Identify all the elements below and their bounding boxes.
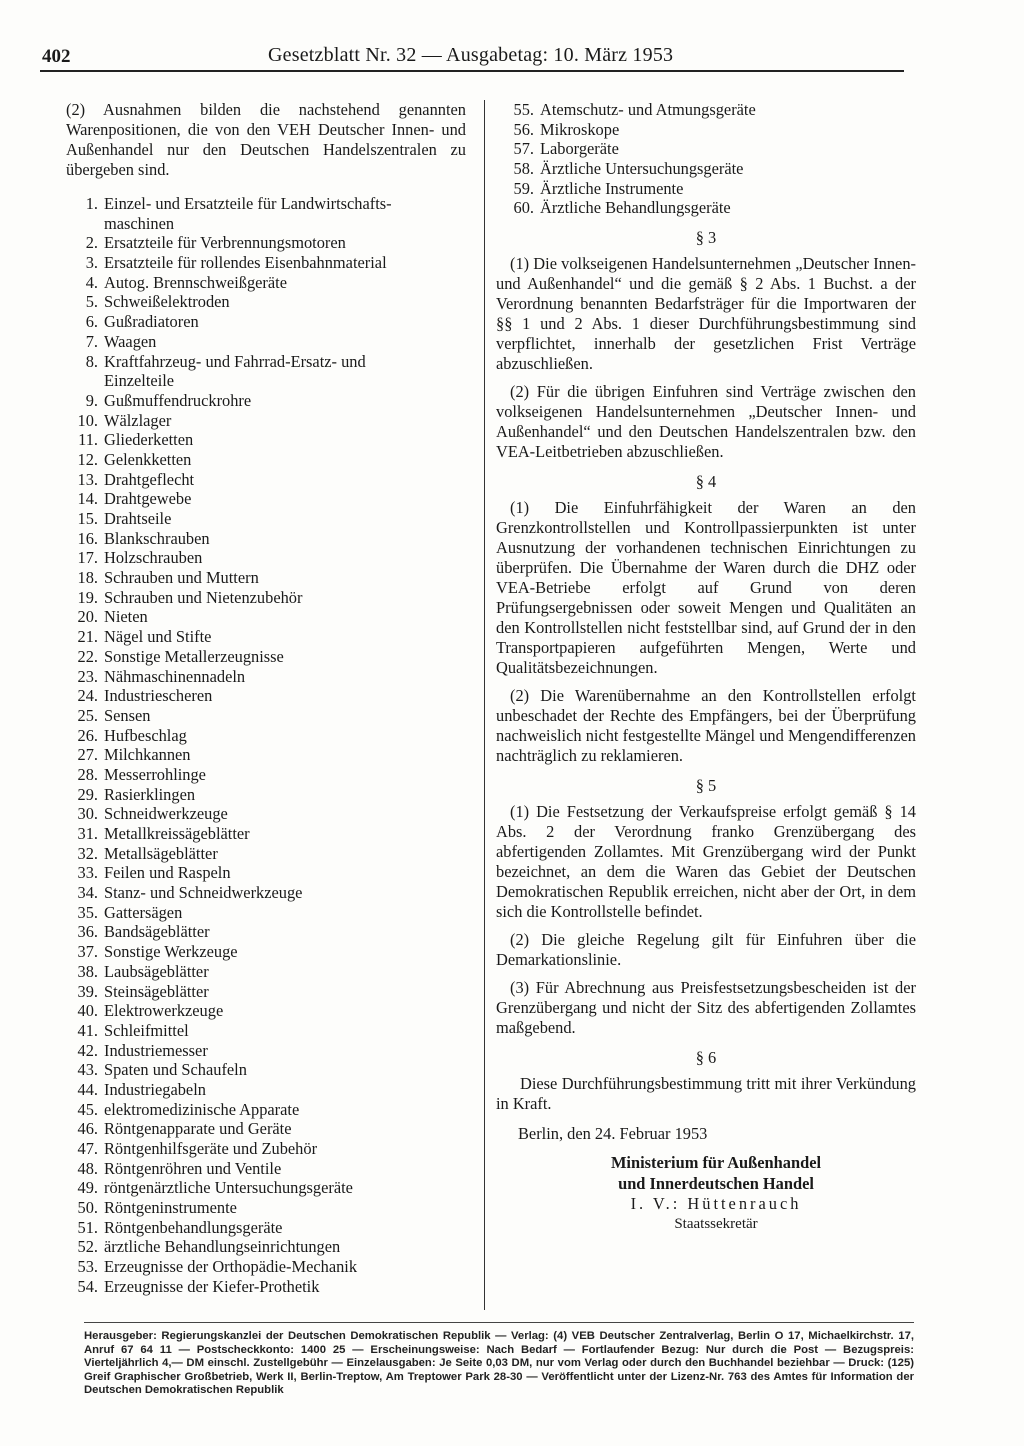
section-4-paragraph-2: (2) Die Warenübernahme an den Kontrollstellen erfolgt unbeschadet der Rechte des Empfängers, bei der Überprüfung nachweislich nicht festgestellte Mängel und Mengendifferenzen nachträglich zu reklamieren. — [496, 686, 916, 766]
ministry-line-2: und Innerdeutschen Handel — [618, 1174, 814, 1194]
list-item-text: Gußradiatoren — [104, 312, 199, 332]
list-item-text: Autog. Brennschweißgeräte — [104, 272, 287, 292]
section-3-paragraph-1: (1) Die volkseigenen Handelsunternehmen „Deutscher Innen- und Außenhandel“ und die gemäß § 2 Abs. 1 Buchst. a der Verordnung benannten Bedarfsträger für die Importwaren der §§ 1 und 2 Abs. 1 dieser Durchführungsbestimmung sind verpflichtet, innerhalb der gesetzlichen Frist Verträge abzuschließen. — [496, 254, 916, 374]
list-item-text: Industriegabeln — [104, 1079, 206, 1099]
list-item-text: Ersatzteile für rollendes Eisenbahnmaterial — [104, 253, 387, 273]
list-item-number: 33. — [77, 863, 98, 883]
list-item-text: Stanz- und Schneidwerkzeuge — [104, 883, 303, 903]
signature: I. V.: Hüttenrauch — [630, 1194, 802, 1214]
list-item-number: 10. — [77, 410, 98, 430]
list-item-number: 50. — [77, 1198, 98, 1218]
list-item-continuation: maschinen — [104, 213, 175, 233]
list-item-text: elektromedizinische Apparate — [104, 1099, 300, 1119]
list-item-number: 35. — [77, 902, 98, 922]
list-item-number: 28. — [77, 764, 98, 784]
list-item-number: 11. — [78, 430, 98, 450]
place-date: Berlin, den 24. Februar 1953 — [518, 1124, 708, 1144]
list-item-number: 6. — [85, 312, 98, 332]
list-item-number: 36. — [77, 922, 98, 942]
list-item — [66, 1277, 466, 1297]
list-item-text: Atemschutz- und Atmungsgeräte — [540, 100, 756, 119]
list-item — [66, 450, 466, 470]
list-item — [66, 1021, 466, 1041]
list-item-number: 56. — [513, 119, 534, 139]
list-item-text: Bandsägeblätter — [104, 922, 210, 942]
list-item — [66, 1139, 466, 1159]
list-item-text: Erzeugnisse der Orthopädie-Mechanik — [104, 1257, 358, 1277]
list-item-number: 26. — [77, 725, 98, 745]
list-item — [66, 962, 466, 982]
list-item — [66, 470, 466, 490]
list-item-number: 40. — [77, 1001, 98, 1021]
list-item-number: 12. — [77, 449, 98, 469]
section-3-paragraph-2: (2) Für die übrigen Einfuhren sind Verträge zwischen den volkseigenen Handelsunternehmen „Deutscher Innen- und Außenhandel“ und den Deutschen Handelszentralen bzw. den VEA-Leitbetrieben abzuschließen. — [496, 382, 916, 462]
list-item-text: Gattersägen — [104, 902, 183, 922]
list-item — [66, 863, 466, 883]
list-item — [66, 883, 466, 903]
list-item — [496, 179, 916, 199]
list-item-text: Schrauben und Muttern — [104, 568, 259, 588]
list-item-text: ärztliche Behandlungseinrichtungen — [104, 1237, 341, 1257]
list-item-number: 55. — [513, 100, 534, 119]
section-6-paragraph: Diese Durchführungsbestimmung tritt mit ihrer Verkündung in Kraft. — [496, 1074, 916, 1114]
list-item-number: 59. — [513, 178, 534, 198]
list-item — [66, 1257, 466, 1277]
header-rule — [40, 70, 904, 72]
list-item-number: 54. — [77, 1276, 98, 1296]
list-item — [66, 686, 466, 706]
section-3-heading: § 3 — [695, 228, 717, 248]
list-item-number: 53. — [77, 1257, 98, 1277]
list-item-text: Röntgenbehandlungsgeräte — [104, 1217, 283, 1237]
list-item — [496, 159, 916, 179]
ministry-line-1: Ministerium für Außenhandel — [610, 1153, 822, 1173]
list-item — [66, 1001, 466, 1021]
list-item-number: 32. — [77, 843, 98, 863]
list-item-number: 31. — [77, 824, 98, 843]
list-item-number: 15. — [77, 509, 98, 528]
left-column — [66, 100, 466, 1297]
list-item-text: Metallkreissägeblätter — [104, 824, 250, 843]
list-item — [66, 982, 466, 1002]
list-item — [66, 1218, 466, 1238]
list-item-text: Metallsägeblätter — [104, 843, 218, 863]
list-item-text: Drahtseile — [104, 509, 172, 528]
list-item — [66, 332, 466, 352]
list-item-number: 5. — [85, 292, 98, 312]
list-item — [66, 1080, 466, 1100]
list-item-number: 14. — [77, 489, 98, 509]
list-item-text: Sensen — [104, 705, 151, 725]
list-item — [66, 509, 466, 529]
list-item-number: 38. — [77, 961, 98, 981]
list-item-number: 44. — [77, 1079, 98, 1099]
list-item — [66, 253, 466, 273]
list-item-text: Schneidwerkzeuge — [104, 804, 228, 824]
list-item-text: Röntgenröhren und Ventile — [104, 1158, 282, 1178]
list-item-number: 17. — [77, 548, 98, 568]
list-item-number: 52. — [77, 1237, 98, 1257]
list-item-number: 49. — [77, 1178, 98, 1198]
list-item-text: Elektrowerkzeuge — [104, 1001, 224, 1021]
list-item — [66, 292, 466, 312]
list-item — [66, 1237, 466, 1257]
list-item-text: Laubsägeblätter — [104, 961, 209, 981]
list-item-number: 20. — [77, 607, 98, 627]
section-5-paragraph-1: (1) Die Festsetzung der Verkaufspreise erfolgt gemäß § 14 Abs. 2 der Verordnung franko Grenzübergang des abfertigenden Zollamtes. Mit Grenzübergang wird der Punkt bezeichnet, an dem die Waren das Gebiet der Deutschen Demokratischen Republik erreichen, nicht aber der Ort, in dem sich die Kontrollstelle befindet. — [496, 802, 916, 922]
list-item-text: Gelenkketten — [104, 449, 192, 469]
column-divider — [484, 100, 485, 1310]
footer-rule — [84, 1322, 914, 1323]
list-item — [66, 391, 466, 411]
list-item-number: 18. — [77, 568, 98, 588]
list-item — [66, 627, 466, 647]
list-item-number: 58. — [513, 159, 534, 179]
list-item-text: Waagen — [104, 331, 157, 351]
list-item-text: Blankschrauben — [104, 528, 210, 548]
list-item — [66, 529, 466, 549]
list-item-number: 57. — [513, 139, 534, 159]
list-item — [66, 588, 466, 608]
list-item — [66, 1100, 466, 1120]
section-4-heading: § 4 — [695, 472, 717, 492]
list-item-text: Erzeugnisse der Kiefer-Prothetik — [104, 1276, 320, 1296]
list-item-number: 16. — [77, 528, 98, 548]
signature-title: Staatssekretär — [674, 1216, 758, 1233]
section-5-heading: § 5 — [695, 776, 717, 796]
list-item-text: Holzschrauben — [104, 548, 203, 568]
list-item-text: Einzel- und Ersatzteile für Landwirtschafts- — [104, 194, 392, 213]
list-item-text: Mikroskope — [540, 119, 620, 139]
list-item-text: Schleifmittel — [104, 1020, 189, 1040]
list-item — [66, 548, 466, 568]
list-item-number: 7. — [85, 331, 98, 351]
list-item — [66, 804, 466, 824]
list-item — [66, 1041, 466, 1061]
list-item — [66, 765, 466, 785]
list-item-number: 22. — [77, 646, 98, 666]
list-item — [66, 489, 466, 509]
list-item-text: Kraftfahrzeug- und Fahrrad-Ersatz- und — [104, 351, 366, 371]
list-item — [66, 273, 466, 293]
list-item-text: Wälzlager — [104, 410, 172, 430]
list-item-number: 1. — [85, 194, 98, 213]
list-item-text: Rasierklingen — [104, 784, 196, 804]
list-item-text: Messerrohlinge — [104, 764, 206, 784]
list-item-text: Milchkannen — [104, 745, 191, 765]
list-item — [66, 352, 466, 372]
list-item-number: 23. — [77, 666, 98, 686]
list-item-text: Nägel und Stifte — [104, 627, 212, 647]
list-item-text: röntgenärztliche Untersuchungsgeräte — [104, 1178, 353, 1198]
list-item — [66, 1159, 466, 1179]
list-item — [496, 198, 916, 218]
list-item-continuation: Einzelteile — [104, 371, 175, 391]
list-item-text: Nähmaschinennadeln — [104, 666, 246, 686]
goods-list — [66, 194, 466, 1297]
list-item-text: Sonstige Werkzeuge — [104, 942, 238, 962]
list-item — [66, 903, 466, 923]
right-column — [496, 100, 916, 1234]
list-item-number: 4. — [85, 272, 98, 292]
section-5-paragraph-3: (3) Für Abrechnung aus Preisfestsetzungsbescheiden ist der Grenzübergang und nicht der Sitz des abfertigenden Zollamtes maßgebend. — [496, 978, 916, 1038]
list-item — [66, 607, 466, 627]
list-item — [66, 411, 466, 431]
list-item — [66, 844, 466, 864]
list-item-text: Röntgeninstrumente — [104, 1198, 237, 1218]
list-item-text: Steinsägeblätter — [104, 981, 209, 1001]
list-item-text: Hufbeschlag — [104, 725, 187, 745]
list-item-number: 37. — [77, 942, 98, 962]
list-item — [496, 120, 916, 140]
list-item-number: 21. — [77, 627, 98, 647]
list-item-number: 51. — [77, 1217, 98, 1237]
list-item — [66, 667, 466, 687]
list-item-number: 2. — [85, 233, 98, 253]
list-item — [66, 233, 466, 253]
list-item-text: Gliederketten — [104, 430, 194, 450]
list-item-number: 45. — [77, 1099, 98, 1119]
intro-paragraph: (2) Ausnahmen bilden die nachstehend genannten Warenpositionen, die von den VEH Deutscher Innen- und Außenhandel nur den Deutschen Handelszentralen zu übergeben sind. — [66, 100, 466, 179]
list-item — [66, 312, 466, 332]
list-item-number: 27. — [77, 745, 98, 765]
list-item-text: Drahtgewebe — [104, 489, 192, 509]
list-item — [66, 194, 466, 214]
list-item — [66, 726, 466, 746]
list-item — [66, 785, 466, 805]
section-5-paragraph-2: (2) Die gleiche Regelung gilt für Einfuhren über die Demarkationslinie. — [496, 930, 916, 970]
page-header-title: Gesetzblatt Nr. 32 — Ausgabetag: 10. März 1953 — [268, 44, 674, 66]
list-item-text: Schweißelektroden — [104, 292, 230, 312]
page-number: 402 — [42, 46, 71, 67]
list-item-number: 39. — [77, 981, 98, 1001]
list-item-number: 13. — [77, 469, 98, 489]
list-item-number: 3. — [85, 253, 98, 273]
list-item — [66, 922, 466, 942]
imprint: Herausgeber: Regierungskanzlei der Deutschen Demokratischen Republik — Verlag: (4) VEB Deutscher Zentralverlag, Berlin O 17, Michaelkirchstr. 17, Anruf 67 64 11 — Postscheckkonto: 1400 25 — Erscheinungsweise: Nach Bedarf — Fortlaufender Bezug: Nur durch die Post — Bezugspreis: Vierteljährlich 4,— DM einschl. Zustellgebühr — Einzelausgaben: Je Seite 0,03 DM, nur vom Verlag oder durch den Buchhandel beziehbar — Druck: (125) Greif Graphischer Großbetrieb, Werk II, Berlin-Treptow, Am Treptower Park 28-30 — Veröffentlicht unter der Lizenz-Nr. 763 des Amtes für Information der Deutschen Demokratischen Republik — [84, 1330, 914, 1397]
list-item — [66, 1060, 466, 1080]
list-item-number: 48. — [77, 1158, 98, 1178]
list-item-text: Schrauben und Nietenzubehör — [104, 587, 303, 607]
list-item — [66, 1178, 466, 1198]
list-item-number: 30. — [77, 804, 98, 824]
list-item-number: 43. — [77, 1060, 98, 1080]
list-item-number: 29. — [77, 784, 98, 804]
list-item-number: 47. — [77, 1139, 98, 1158]
list-item — [66, 1198, 466, 1218]
list-item — [496, 139, 916, 159]
list-item-text: Ärztliche Behandlungsgeräte — [540, 198, 731, 218]
list-item-text: Röntgenapparate und Geräte — [104, 1119, 292, 1139]
section-4-paragraph-1: (1) Die Einfuhrfähigkeit der Waren an den Grenzkontrollstellen und Kontrollpassierpunkten ist unter Ausnutzung der vorhandenen technischen Einrichtungen zu überprüfen. Die Übernahme der Waren durch die DHZ oder VEA-Betriebe erfolgt auf Grund von deren Prüfungsergebnissen oder soweit Mengen und Qualitäten an den Kontrollstellen nicht feststellbar sind, auf Grund der in den Transportpapieren aufgeführten Mengen, Werte und Qualitätsbezeichnungen. — [496, 498, 916, 678]
list-item — [66, 568, 466, 588]
list-item-number: 34. — [77, 883, 98, 903]
list-item-text: Röntgenhilfsgeräte und Zubehör — [104, 1139, 318, 1158]
list-item-text: Industriescheren — [104, 686, 213, 706]
list-item — [66, 706, 466, 726]
list-item — [66, 647, 466, 667]
list-item-text: Sonstige Metallerzeugnisse — [104, 646, 284, 666]
list-item-number: 8. — [85, 351, 98, 371]
list-item — [66, 745, 466, 765]
list-item-text: Feilen und Raspeln — [104, 863, 231, 883]
list-item-number: 19. — [77, 587, 98, 607]
list-item-text: Gußmuffendruckrohre — [104, 390, 252, 410]
list-item — [66, 1119, 466, 1139]
list-item-number: 9. — [85, 390, 98, 410]
list-item-number: 60. — [513, 198, 534, 218]
list-item-number: 24. — [77, 686, 98, 706]
list-item-text: Ärztliche Untersuchungsgeräte — [540, 159, 744, 179]
list-item — [66, 430, 466, 450]
goods-list-continued — [496, 100, 916, 218]
list-item — [66, 824, 466, 844]
list-item-number: 46. — [77, 1119, 98, 1139]
list-item-number: 42. — [77, 1040, 98, 1060]
section-6-heading: § 6 — [695, 1048, 717, 1068]
list-item — [496, 100, 916, 120]
list-item-text: Ersatzteile für Verbrennungsmotoren — [104, 233, 346, 253]
list-item-text: Spaten und Schaufeln — [104, 1060, 247, 1080]
list-item-text: Ärztliche Instrumente — [540, 178, 684, 198]
list-item-number: 41. — [77, 1020, 98, 1040]
list-item-number: 25. — [77, 705, 98, 725]
list-item-text: Drahtgeflecht — [104, 469, 195, 489]
list-item — [66, 942, 466, 962]
list-item-text: Industriemesser — [104, 1040, 208, 1060]
list-item-text: Laborgeräte — [540, 139, 619, 159]
list-item-text: Nieten — [104, 607, 148, 627]
